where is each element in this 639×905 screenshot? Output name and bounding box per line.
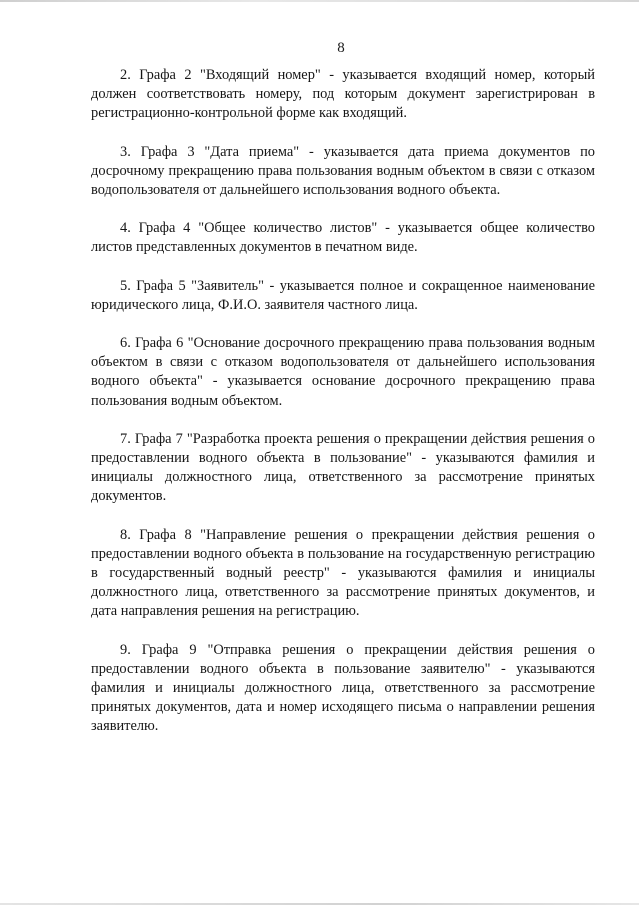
paragraph-grafa-4: 4. Графа 4 "Общее количество листов" - указывается общее количество листов представленных документов в печатном виде. [91, 220, 595, 256]
page-number: 8 [337, 40, 345, 56]
paragraph-grafa-3: 3. Графа 3 "Дата приема" - указывается дата приема документов по досрочному прекращению права пользования водным объектом в связи с отказом водопользователя от дальнейшего использования водного объекта. [91, 143, 595, 199]
paragraph-grafa-7: 7. Графа 7 "Разработка проекта решения о прекращении действия решения о предоставлении водного объекта в пользование" - указываются фамилия и инициалы должностного лица, ответственного за рассмотрение принятых документов. [91, 430, 595, 505]
paragraph-grafa-2: 2. Графа 2 "Входящий номер" - указывается входящий номер, который должен соответствовать номеру, под которым документ зарегистрирован в регистрационно-контрольной форме как входящий. [91, 67, 595, 122]
scan-edge-top [0, 0, 639, 2]
paragraph-grafa-6: 6. Графа 6 "Основание досрочного прекращению права пользования водным объектом в связи с отказом водопользователя от дальнейшего использования водного объекта" - указывается основание досрочного прекращению права пользования водным объектом. [91, 335, 595, 409]
paragraph-grafa-5: 5. Графа 5 "Заявитель" - указывается полное и сокращенное наименование юридического лица, Ф.И.О. заявителя частного лица. [91, 277, 595, 313]
paragraph-grafa-8: 8. Графа 8 "Направление решения о прекращении действия решения о предоставлении водного объекта в пользование на государственную регистрацию в государственный водный реестр" - указываются фамилия и инициалы должностного лица, ответственного за рассмотрение принятых документов, и дата направления решения на регистрацию. [91, 526, 595, 620]
document-body [91, 66, 595, 756]
paragraph-grafa-9: 9. Графа 9 "Отправка решения о прекращении действия решения о предоставлении водного объекта в пользование заявителю" - указываются фамилия и инициалы должностного лица, ответственного за рассмотрение принятых документов, дата и номер исходящего письма о направлении решения заявителю. [91, 641, 595, 735]
